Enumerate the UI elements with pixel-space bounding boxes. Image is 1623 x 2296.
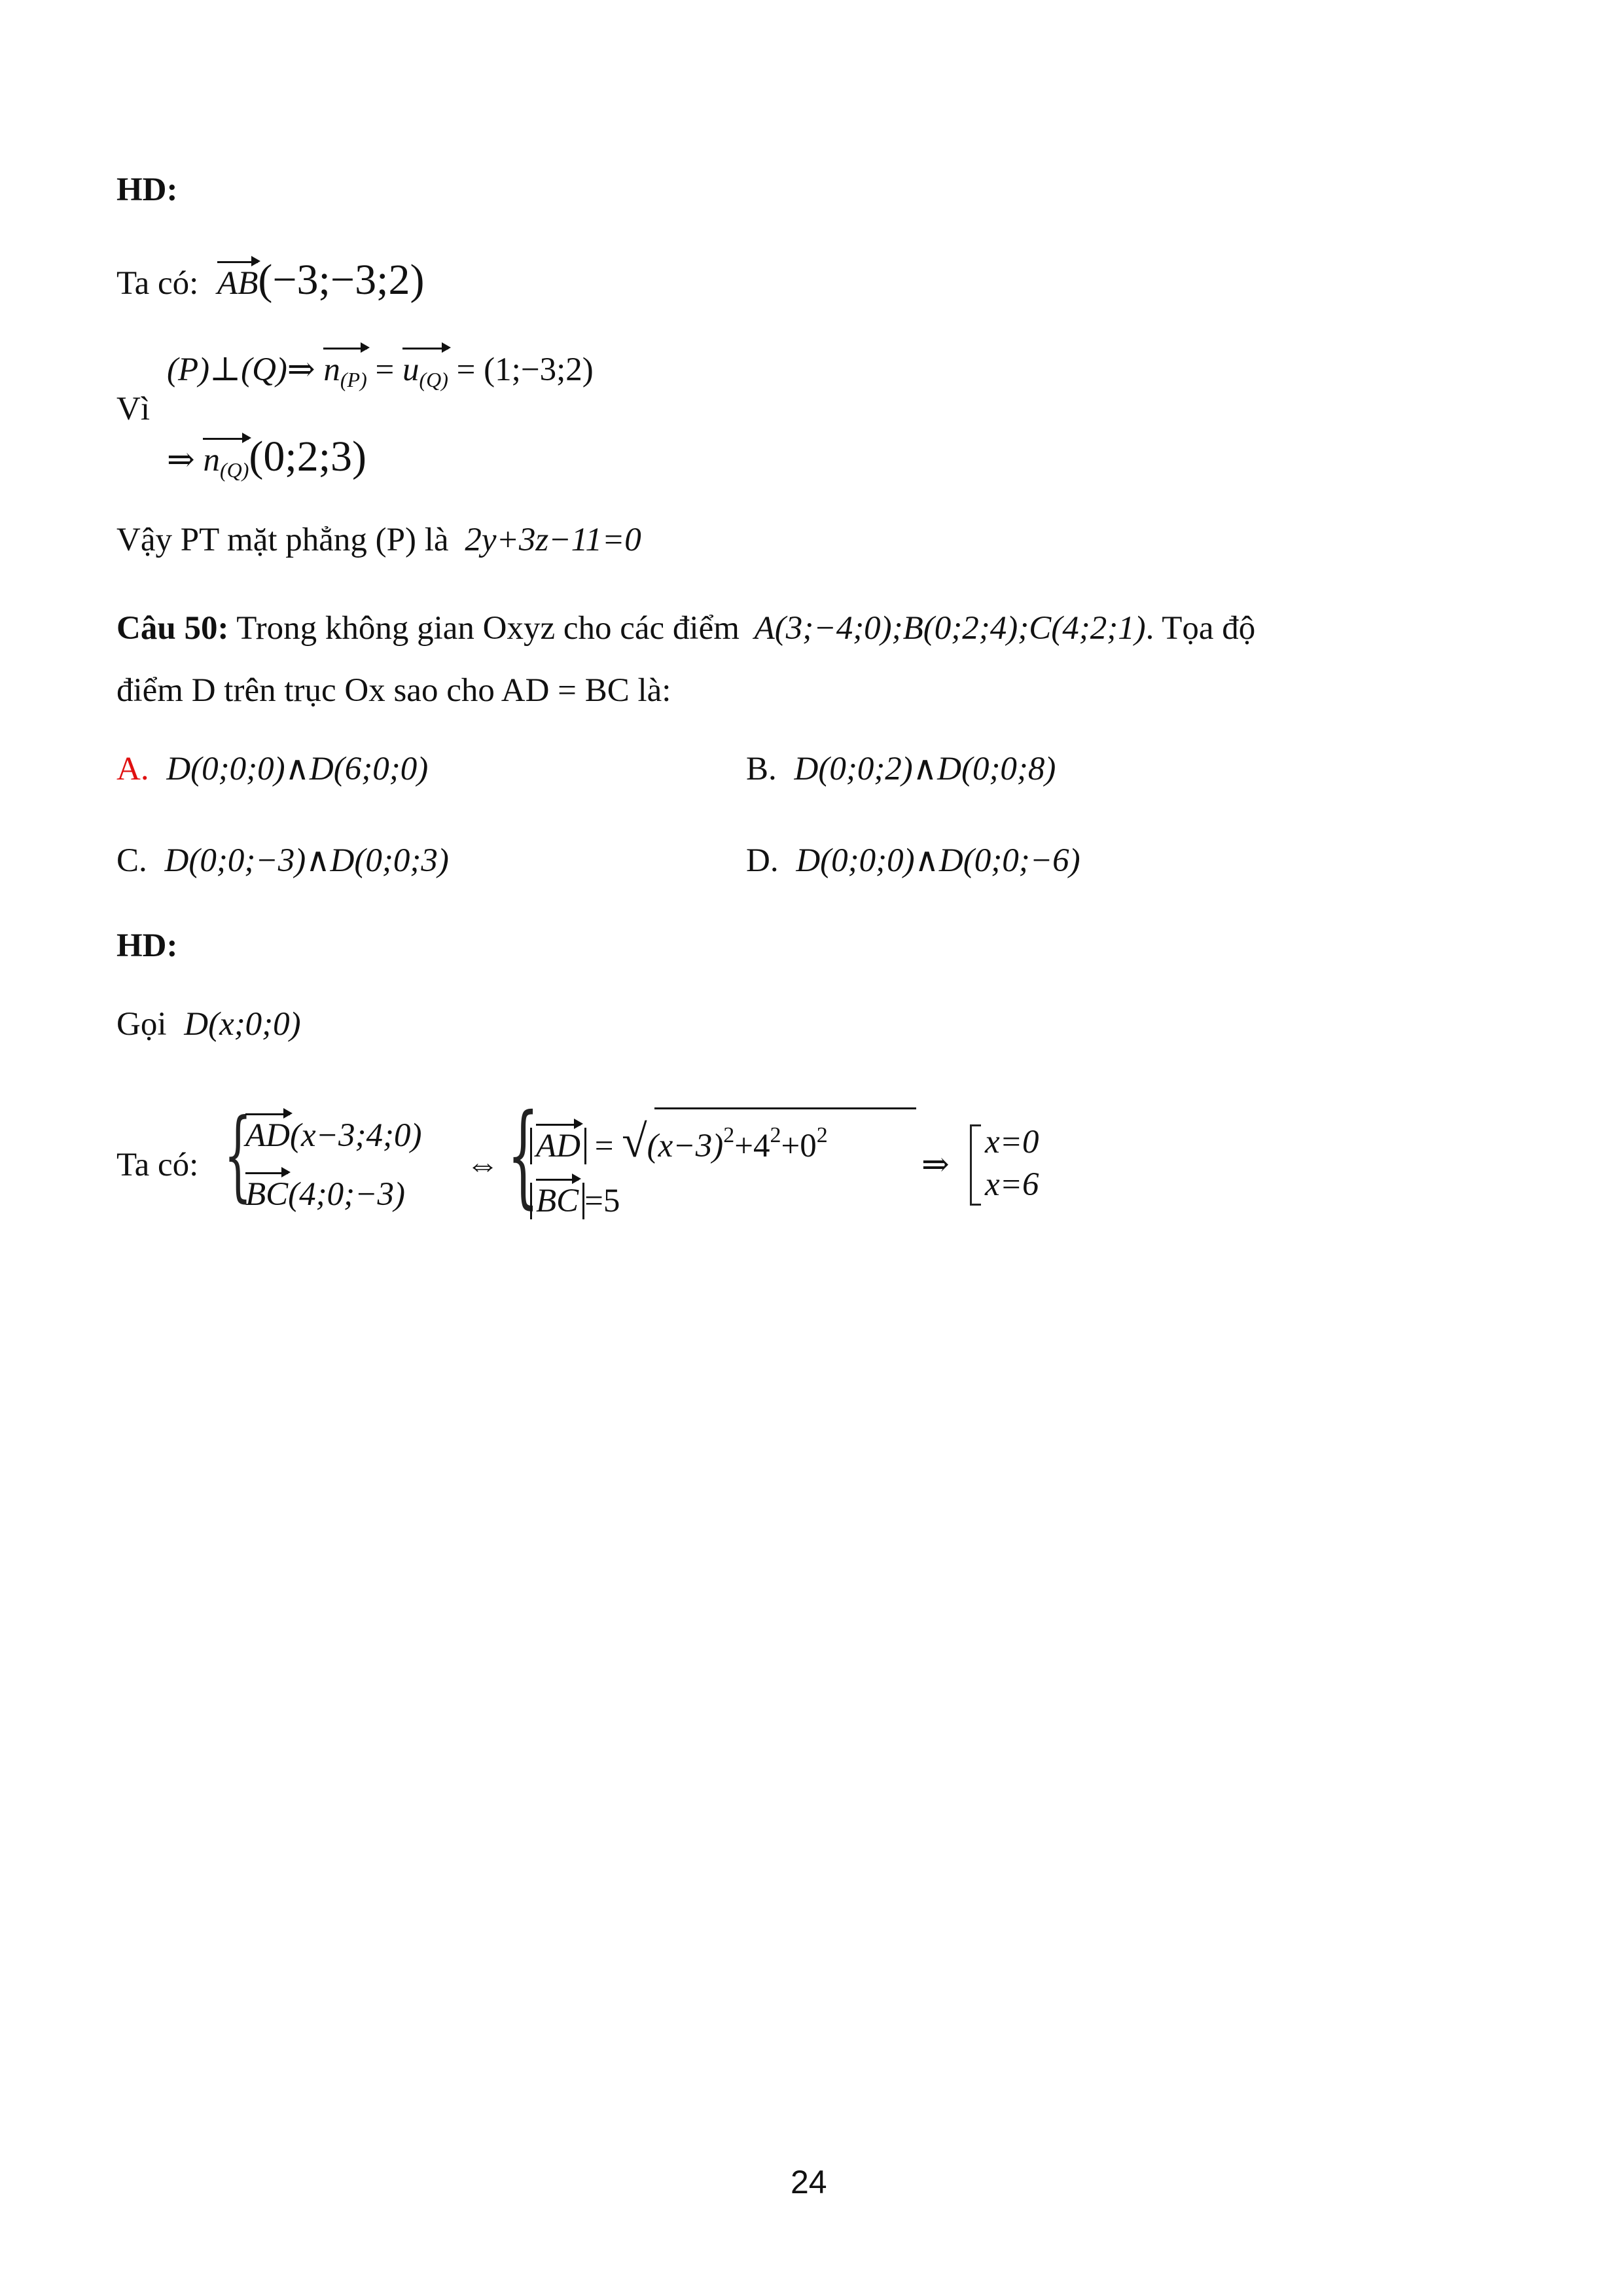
abs-ad bbox=[530, 1128, 586, 1164]
system2-row2 bbox=[530, 1185, 620, 1218]
result-x6: x=6 bbox=[985, 1166, 1039, 1203]
vector-ad-abs: AD bbox=[536, 1128, 580, 1164]
option-b-label: B. bbox=[746, 751, 777, 787]
option-b-value: D(0;0;2)∧D(0;0;8) bbox=[794, 751, 1056, 787]
eq1-rhs: = (1;−3;2) bbox=[456, 351, 594, 388]
left-brace-2: { bbox=[507, 1090, 539, 1220]
ta-co-label-1: Ta có: bbox=[116, 265, 199, 302]
ta-co-line-1 bbox=[116, 256, 425, 304]
sqrt-symbol: √ bbox=[622, 1117, 647, 1167]
question-line-2: điểm D trên trục Ox sao cho AD = BC là: bbox=[116, 672, 671, 709]
question-label: Câu 50: bbox=[116, 610, 229, 647]
option-a bbox=[116, 753, 428, 786]
perpendicular-line bbox=[167, 353, 594, 390]
question-line-1 bbox=[116, 612, 1255, 645]
implies-arrow: ⇒ bbox=[167, 442, 195, 478]
vector-bc: BC bbox=[245, 1176, 289, 1213]
page-number: 24 bbox=[791, 2164, 827, 2200]
vector-bc-abs: BC bbox=[536, 1183, 579, 1219]
hd-heading-2: HD: bbox=[116, 927, 178, 964]
vector-ad: AD bbox=[245, 1117, 290, 1154]
result-bracket bbox=[970, 1124, 981, 1206]
vi-label: Vì bbox=[116, 391, 150, 427]
question-points: A(3;−4;0);B(0;2;4);C(4;2;1) bbox=[754, 610, 1146, 647]
ta-co-label-2: Ta có: bbox=[116, 1147, 199, 1183]
implies-sign: ⇒ bbox=[921, 1147, 950, 1183]
result-x0: x=0 bbox=[985, 1124, 1039, 1160]
option-b bbox=[746, 753, 1056, 786]
option-d-value: D(0;0;0)∧D(0;0;−6) bbox=[796, 842, 1080, 879]
option-c-label: C. bbox=[116, 842, 147, 879]
equivalence-sign: ⇔ bbox=[466, 1147, 499, 1183]
plane-equation: 2y+3z−11=0 bbox=[465, 522, 641, 558]
conclusion-line bbox=[116, 524, 641, 557]
goi-expr: D(x;0;0) bbox=[184, 1006, 301, 1043]
ab-coords: (−3;−3;2) bbox=[258, 256, 425, 304]
ad-coords: (x−3;4;0) bbox=[289, 1117, 422, 1154]
normal-p: $n_{(P)}$ bbox=[323, 351, 367, 391]
normal-q: $n_{(Q)}$ bbox=[203, 442, 249, 482]
p-perp-q: (P)⊥(Q)⇒ bbox=[167, 351, 315, 388]
system2-row1 bbox=[530, 1119, 828, 1165]
conclusion-text: Vậy PT mặt phẳng (P) là bbox=[116, 522, 449, 558]
sqrt-content: $(x-3)^2+4^2+0^2$ bbox=[647, 1123, 828, 1164]
equals-sign: = bbox=[375, 351, 395, 388]
normal-q-line bbox=[167, 435, 366, 480]
goi-label: Gọi bbox=[116, 1006, 167, 1043]
question-tail: . Tọa độ bbox=[1145, 610, 1256, 647]
left-brace-1: { bbox=[224, 1098, 252, 1212]
equals-ad: = bbox=[594, 1128, 614, 1164]
direction-u-q: $u_{(Q)}$ bbox=[402, 351, 448, 391]
bc-length: =5 bbox=[584, 1183, 620, 1219]
bc-coords: (4;0;−3) bbox=[288, 1176, 406, 1213]
hd-heading-1: HD: bbox=[116, 171, 178, 208]
abs-bc bbox=[530, 1183, 584, 1219]
question-text: Trong không gian Oxyz cho các điểm bbox=[228, 610, 740, 647]
n-q-coords: (0;2;3) bbox=[249, 433, 367, 480]
vector-ab: AB bbox=[217, 265, 259, 302]
option-a-label: A. bbox=[116, 751, 149, 787]
option-c bbox=[116, 844, 449, 878]
option-d bbox=[746, 844, 1080, 878]
option-c-value: D(0;0;−3)∧D(0;0;3) bbox=[164, 842, 449, 879]
option-a-value: D(0;0;0)∧D(6;0;0) bbox=[166, 751, 429, 787]
system1-row1 bbox=[245, 1119, 421, 1153]
sqrt-bar bbox=[654, 1107, 916, 1109]
option-d-label: D. bbox=[746, 842, 779, 879]
system1-row2 bbox=[245, 1178, 405, 1211]
goi-line bbox=[116, 1008, 301, 1041]
